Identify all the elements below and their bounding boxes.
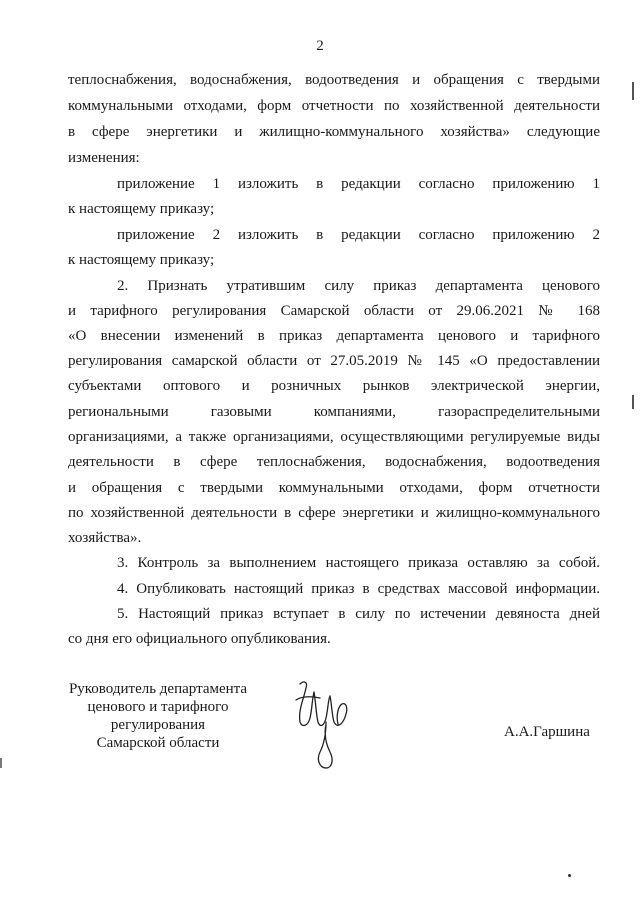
text-line: организациями, а также организациями, осуществляющими регулируемые виды	[68, 429, 600, 445]
scan-edge-mark	[632, 395, 634, 409]
scan-edge-mark	[0, 758, 2, 768]
text-line: и обращения с твердыми коммунальными отходами, форм отчетности	[68, 480, 600, 496]
text-line: региональными газовыми компаниями, газораспределительными	[68, 404, 600, 420]
text-line: к настоящему приказу;	[68, 252, 215, 268]
text-line: изменения:	[68, 150, 140, 166]
text-line: к настоящему приказу;	[68, 201, 215, 217]
handwritten-signature	[286, 670, 356, 774]
scan-speck	[568, 874, 571, 877]
scan-edge-mark	[632, 82, 634, 100]
text-line: коммунальными отходами, форм отчетности по хозяйственной деятельности	[68, 98, 600, 114]
position-line: Самарской области	[96, 735, 220, 751]
text-line: деятельности в сфере теплоснабжения, водоснабжения, водоотведения	[68, 454, 600, 470]
position-line: регулирования	[110, 717, 206, 733]
text-line: 4. Опубликовать настоящий приказ в средствах массовой информации.	[117, 581, 600, 597]
position-line: ценового и тарифного	[87, 699, 229, 715]
text-line: теплоснабжения, водоснабжения, водоотведения и обращения с твердыми	[68, 72, 600, 88]
text-line: по хозяйственной деятельности в сфере энергетики и жилищно-коммунального	[68, 505, 600, 521]
text-line: регулирования самарской области от 27.05.2019 № 145 «О предоставлении	[68, 353, 600, 369]
text-line: 3. Контроль за выполнением настоящего приказа оставляю за собой.	[117, 555, 600, 571]
text-line: и тарифного регулирования Самарской области от 29.06.2021 № 168	[68, 303, 600, 319]
text-line: 2. Признать утратившим силу приказ департамента ценового	[117, 278, 600, 294]
text-line: «О внесении изменений в приказ департамента ценового и тарифного	[68, 328, 600, 344]
signatory-position	[60, 680, 256, 752]
text-line: приложение 2 изложить в редакции согласно приложению 2	[117, 227, 600, 243]
text-line: в сфере энергетики и жилищно-коммунального хозяйства» следующие	[68, 124, 600, 140]
text-line: приложение 1 изложить в редакции согласно приложению 1	[117, 176, 600, 192]
page-number: 2	[316, 38, 324, 54]
text-line: субъектами оптового и розничных рынков электрической энергии,	[68, 378, 600, 394]
text-line: 5. Настоящий приказ вступает в силу по истечении девяноста дней	[117, 606, 600, 622]
position-line: Руководитель департамента	[68, 681, 248, 697]
signatory-name: А.А.Гаршина	[504, 724, 590, 740]
text-line: хозяйства».	[68, 530, 142, 546]
text-line: со дня его официального опубликования.	[68, 631, 331, 647]
